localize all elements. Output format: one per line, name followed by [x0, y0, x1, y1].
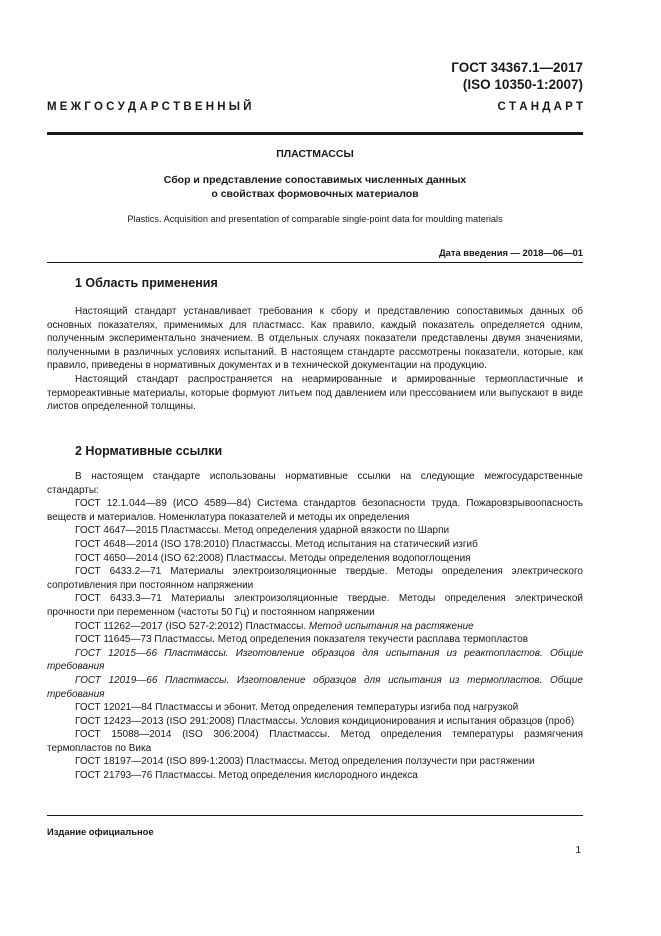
english-title: Plastics. Acquisition and presentation of comparable single-point data for moulding materials	[127, 214, 503, 224]
reference-item: ГОСТ 4648—2014 (ISO 178:2010) Пластмассы. Метод испытания на статический изгиб	[75, 538, 478, 550]
subtitle-line1: Сбор и представление сопоставимых численных данных	[163, 174, 467, 186]
reference-item: ГОСТ 11645—73 Пластмассы. Метод определения показателя текучести расплава термопластов	[75, 634, 529, 646]
reference-item: ГОСТ 18197—2014 (ISO 899-1:2003) Пластмассы. Метод определения ползучести при растяжении	[75, 756, 535, 768]
references-intro: В настоящем стандарте использованы нормативные ссылки на следующие межгосударственные стандарты:	[47, 471, 583, 496]
section-1-body	[47, 305, 583, 414]
section-2-heading: 2 Нормативные ссылки	[75, 444, 223, 458]
reference-item: ГОСТ 11262—2017 (ISO 527-2:2012) Пластмассы. Метод испытания на растяжение	[75, 620, 474, 632]
standard-code-line1: ГОСТ 34367.1—2017	[451, 60, 583, 75]
standard-type-banner	[47, 101, 583, 113]
document-title: ПЛАСТМАССЫ	[276, 148, 354, 160]
reference-item: ГОСТ 21793—76 Пластмассы. Метод определения кислородного индекса	[75, 770, 418, 782]
standard-type-word1: М Е Ж Г О С У Д А Р С Т В Е Н Н Ы Й	[47, 101, 252, 113]
reference-item: ГОСТ 6433.3—71 Материалы электроизоляционные твердые. Методы определения электрической прочности при переменном (частоты 50 Гц) и постоянном напряжении	[47, 593, 583, 618]
header-divider	[47, 132, 583, 135]
reference-item: ГОСТ 12015—66 Пластмассы. Изготовление образцов для испытания из реактопластов. Общие требования	[47, 647, 583, 673]
introduction-date: Дата введения — 2018—06—01	[438, 247, 583, 258]
reference-item: ГОСТ 15088—2014 (ISO 306:2004) Пластмассы. Метод определения температуры размягчения термопластов по Вика	[47, 729, 583, 754]
title-divider	[47, 262, 583, 263]
reference-item: ГОСТ 12021—84 Пластмассы и эбонит. Метод определения температуры изгиба под нагрузкой	[75, 702, 519, 714]
page-number: 1	[575, 845, 581, 856]
footer-divider	[47, 815, 583, 816]
normative-references	[47, 470, 583, 783]
reference-item: ГОСТ 6433.2—71 Материалы электроизоляционные твердые. Методы определения электрического сопротивления при постоянном напряжении	[47, 566, 583, 591]
section-1-paragraph-2: Настоящий стандарт распространяется на неармированные и армированные термопластичные и термореактивные материалы, которые формуют литьем под давлением или прессованием или выпускают в виде листов определенной толщины.	[47, 373, 583, 413]
reference-item: ГОСТ 12.1.044—89 (ИСО 4589—84) Система стандартов безопасности труда. Пожаровзрывоопасность веществ и материалов. Номенклатура показателей и методы их определения	[47, 498, 583, 523]
official-edition-label: Издание официальное	[47, 826, 154, 837]
section-1-heading: 1 Область применения	[75, 276, 218, 290]
reference-item: ГОСТ 12019—66 Пластмассы. Изготовление образцов для испытания из термопластов. Общие требования	[47, 674, 583, 700]
standard-code-line2: (ISO 10350-1:2007)	[462, 77, 583, 92]
reference-item: ГОСТ 12423—2013 (ISO 291:2008) Пластмассы. Условия кондиционирования и испытания образцов (проб)	[75, 715, 575, 727]
standard-code	[451, 59, 583, 93]
subtitle-line2: о свойствах формовочных материалов	[211, 188, 419, 200]
document-subtitle	[47, 173, 583, 201]
section-1-paragraph-1: Настоящий стандарт устанавливает требования к сбору и представлению сопоставимых данных об основных показателях, применимых для пластмасс. Как правило, каждый показатель определяется одним, полученным экспериментально значением. В отдельных случаях показатели представлены двумя значениями, полученными в различных условиях испытаний. В настоящем стандарте рассмотрены показатели, которые, как правило, приведены в нормативных документах и в технической документации на продукцию.	[47, 306, 583, 372]
reference-item: ГОСТ 4647—2015 Пластмассы. Метод определения ударной вязкости по Шарпи	[75, 525, 450, 537]
reference-item: ГОСТ 4650—2014 (ISO 62:2008) Пластмассы. Методы определения водопоглощения	[75, 552, 471, 564]
standard-type-word2: С Т А Н Д А Р Т	[497, 101, 583, 113]
